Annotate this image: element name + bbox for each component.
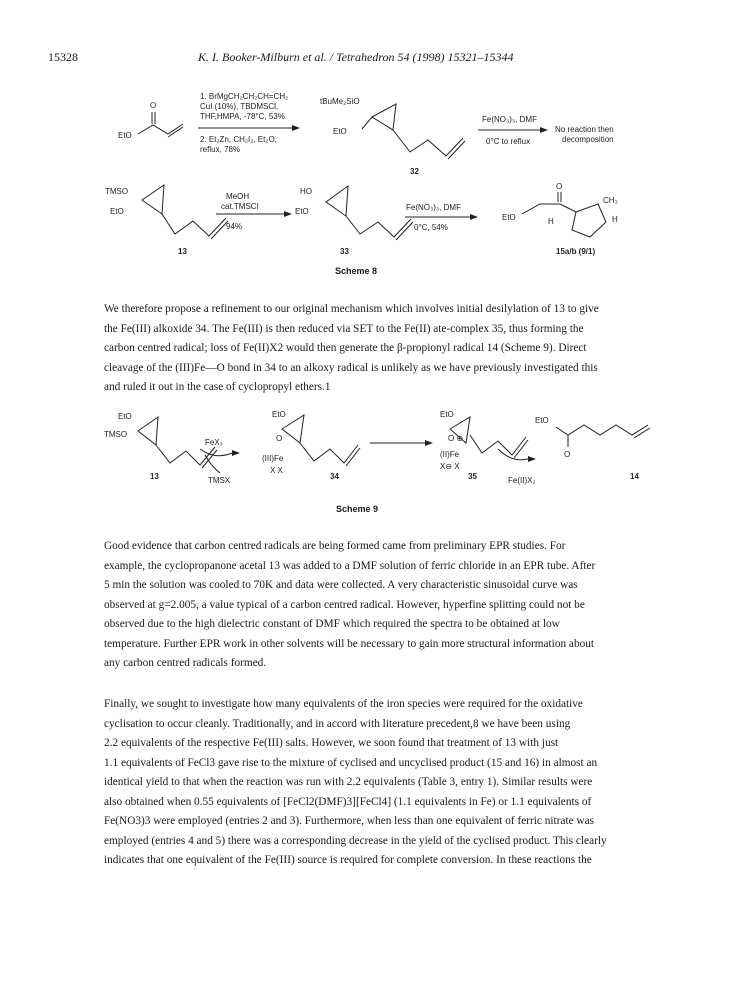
s9-fe2: (II)Fe	[440, 450, 460, 459]
text-line: employed (entries 4 and 5) there was a corresponding decrease in the yield of the cyclised product. This clearly	[104, 834, 607, 847]
s8-reagent: Fe(NO₃)₃, DMF	[482, 115, 537, 124]
page-header	[48, 50, 608, 68]
s8-eto-13: EtO	[110, 207, 124, 216]
s9-eto-b: EtO	[272, 410, 286, 419]
s8-cond: 0°C to reflux	[486, 137, 531, 146]
page-number: 15328	[48, 50, 78, 64]
s8-step1c: THF,HMPA, -78°C, 53%	[200, 112, 285, 121]
s8-prod-o: O	[556, 182, 563, 191]
scheme-8-caption: Scheme 8	[335, 266, 378, 276]
scheme-8-figure	[0, 82, 731, 282]
s9-tmsx: TMSX	[208, 476, 231, 485]
text-line: indicates that one equivalent of the Fe(III) source is required for complete conversion. In these reactions the	[104, 854, 592, 866]
s8-cmpd-15: 15a/b (9/1)	[556, 247, 596, 256]
text-line: cyclisation to occur cleanly. Traditionally, and in accord with literature precedent,8 we have been using	[104, 717, 571, 730]
scheme-9-figure	[0, 405, 731, 495]
s8-step2b: reflux, 78%	[200, 145, 241, 154]
s8-cmpd-13: 13	[178, 247, 187, 256]
s8-step1b: CuI (10%), TBDMSCl,	[200, 102, 279, 111]
s8-cmpd-33: 33	[340, 247, 349, 256]
s8-result2: decomposition	[562, 135, 614, 144]
s8-silyl: tBuMe₂SiO	[320, 97, 360, 106]
s9-xx: X X	[270, 466, 283, 475]
text-line: 2.2 equivalents of the respective Fe(III) salts. However, we soon found that treatment of 13 with just	[104, 737, 559, 749]
text-line: Fe(NO3)3 were employed (entries 2 and 3). Furthermore, when less than one equivalent of ferric nitrate was	[104, 815, 594, 827]
s9-fe2x2: Fe(II)X₂	[508, 476, 536, 485]
text-line: identical yield to that when the reaction was run with 2.2 equivalents (Table 3, entry 1). Similar results were	[104, 776, 593, 788]
running-head: K. I. Booker-Milburn et al. / Tetrahedron 54 (1998) 15321–15344	[198, 50, 514, 64]
s8-tmso: TMSO	[105, 187, 129, 196]
s8-yield-94: 94%	[226, 222, 243, 231]
paragraph-equivalents	[104, 695, 626, 871]
text-line: 5 min the solution was cooled to 70K and data were collected. A very characteristic sinusoidal curve was	[104, 579, 578, 591]
s8-reag2: Fe(NO₃)₃, DMF	[406, 203, 461, 212]
s9-o-c: O ⊕	[448, 434, 464, 443]
text-line: any carbon centred radicals formed.	[104, 657, 267, 669]
s9-eto-a: EtO	[118, 412, 132, 421]
s9-cmpd-14: 14	[630, 472, 639, 481]
text-line: observed at g=2.005, a value typical of a carbon centred radical. However, hyperfine splitting could not be	[104, 598, 585, 611]
text-line: We therefore propose a refinement to our original mechanism which involves initial desilylation of 13 to give	[104, 303, 599, 315]
paragraph-mechanism	[104, 300, 626, 398]
s9-tmso: TMSO	[104, 430, 128, 439]
s9-o-b: O	[276, 434, 283, 443]
s8-prod-h2: H	[612, 215, 618, 224]
s8-reag-tmscl: cat.TMSCl	[221, 202, 259, 211]
s8-prod-eto: EtO	[502, 213, 516, 222]
s8-reag-meoh: MeOH	[226, 192, 250, 201]
text-line: and ruled it out in the case of cyclopropyl ethers.1	[104, 381, 331, 393]
s9-fe3: (III)Fe	[262, 454, 284, 463]
text-line: also obtained when 0.55 equivalents of [FeCl2(DMF)3][FeCl4] (1.1 equivalents in Fe) or 1.1 equivalents of	[104, 795, 592, 808]
s9-cmpd-35: 35	[468, 472, 477, 481]
s8-ho: HO	[300, 187, 312, 196]
s8-eto-32: EtO	[333, 127, 347, 136]
text-line: temperature. Further EPR work in other solvents will be necessary to gain more structural information about	[104, 637, 595, 650]
s9-fex3: FeX₃	[205, 438, 223, 447]
s8-cond2: 0°C, 54%	[414, 223, 448, 232]
text-line: Good evidence that carbon centred radicals are being formed came from preliminary EPR studies. For	[104, 540, 566, 552]
s9-o-d: O	[564, 450, 571, 459]
s8-cmpd-32: 32	[410, 167, 419, 176]
s8-prod-h1: H	[548, 217, 554, 226]
s9-cmpd-34: 34	[330, 472, 339, 481]
text-line: carbon centred radical; loss of Fe(II)X2 would then generate the β-propionyl radical 14 (Scheme 9). Direct	[104, 342, 587, 354]
s8-start-eto: EtO	[118, 131, 132, 140]
text-line: example, the cyclopropanone acetal 13 was added to a DMF solution of ferric chloride in an EPR tube. After	[104, 559, 596, 572]
s9-xx2: X⊖ X	[440, 462, 460, 471]
s8-eto-33: EtO	[295, 207, 309, 216]
s8-start-o: O	[150, 101, 157, 110]
text-line: cleavage of the (III)Fe—O bond in 34 to an alkoxy radical is unlikely as we have previously investigated this	[104, 361, 598, 374]
s8-step2: 2. Et₂Zn, CH₂I₂, Et₂O,	[200, 135, 277, 144]
text-line: 1.1 equivalents of FeCl3 gave rise to the mixture of cyclised and uncyclised product (15 and 16) in almost an	[104, 756, 598, 769]
text-line: observed due to the high dielectric constant of DMF which required the spectra to be obtained at low	[104, 618, 560, 630]
s9-eto-c: EtO	[440, 410, 454, 419]
s8-prod-ch3: CH₃	[603, 196, 618, 205]
s9-cmpd-13: 13	[150, 472, 159, 481]
s8-step1: 1. BrMgCH₂CH₂CH=CH₂	[200, 92, 289, 101]
scheme-9-caption: Scheme 9	[336, 504, 379, 514]
paragraph-epr	[104, 537, 626, 674]
s8-result1: No reaction then	[555, 125, 614, 134]
s9-eto-d: EtO	[535, 416, 549, 425]
text-line: Finally, we sought to investigate how many equivalents of the iron species were required for the oxidative	[104, 698, 583, 710]
text-line: the Fe(III) alkoxide 34. The Fe(III) is then reduced via SET to the Fe(II) ate-complex 35, thus forming the	[104, 322, 584, 335]
